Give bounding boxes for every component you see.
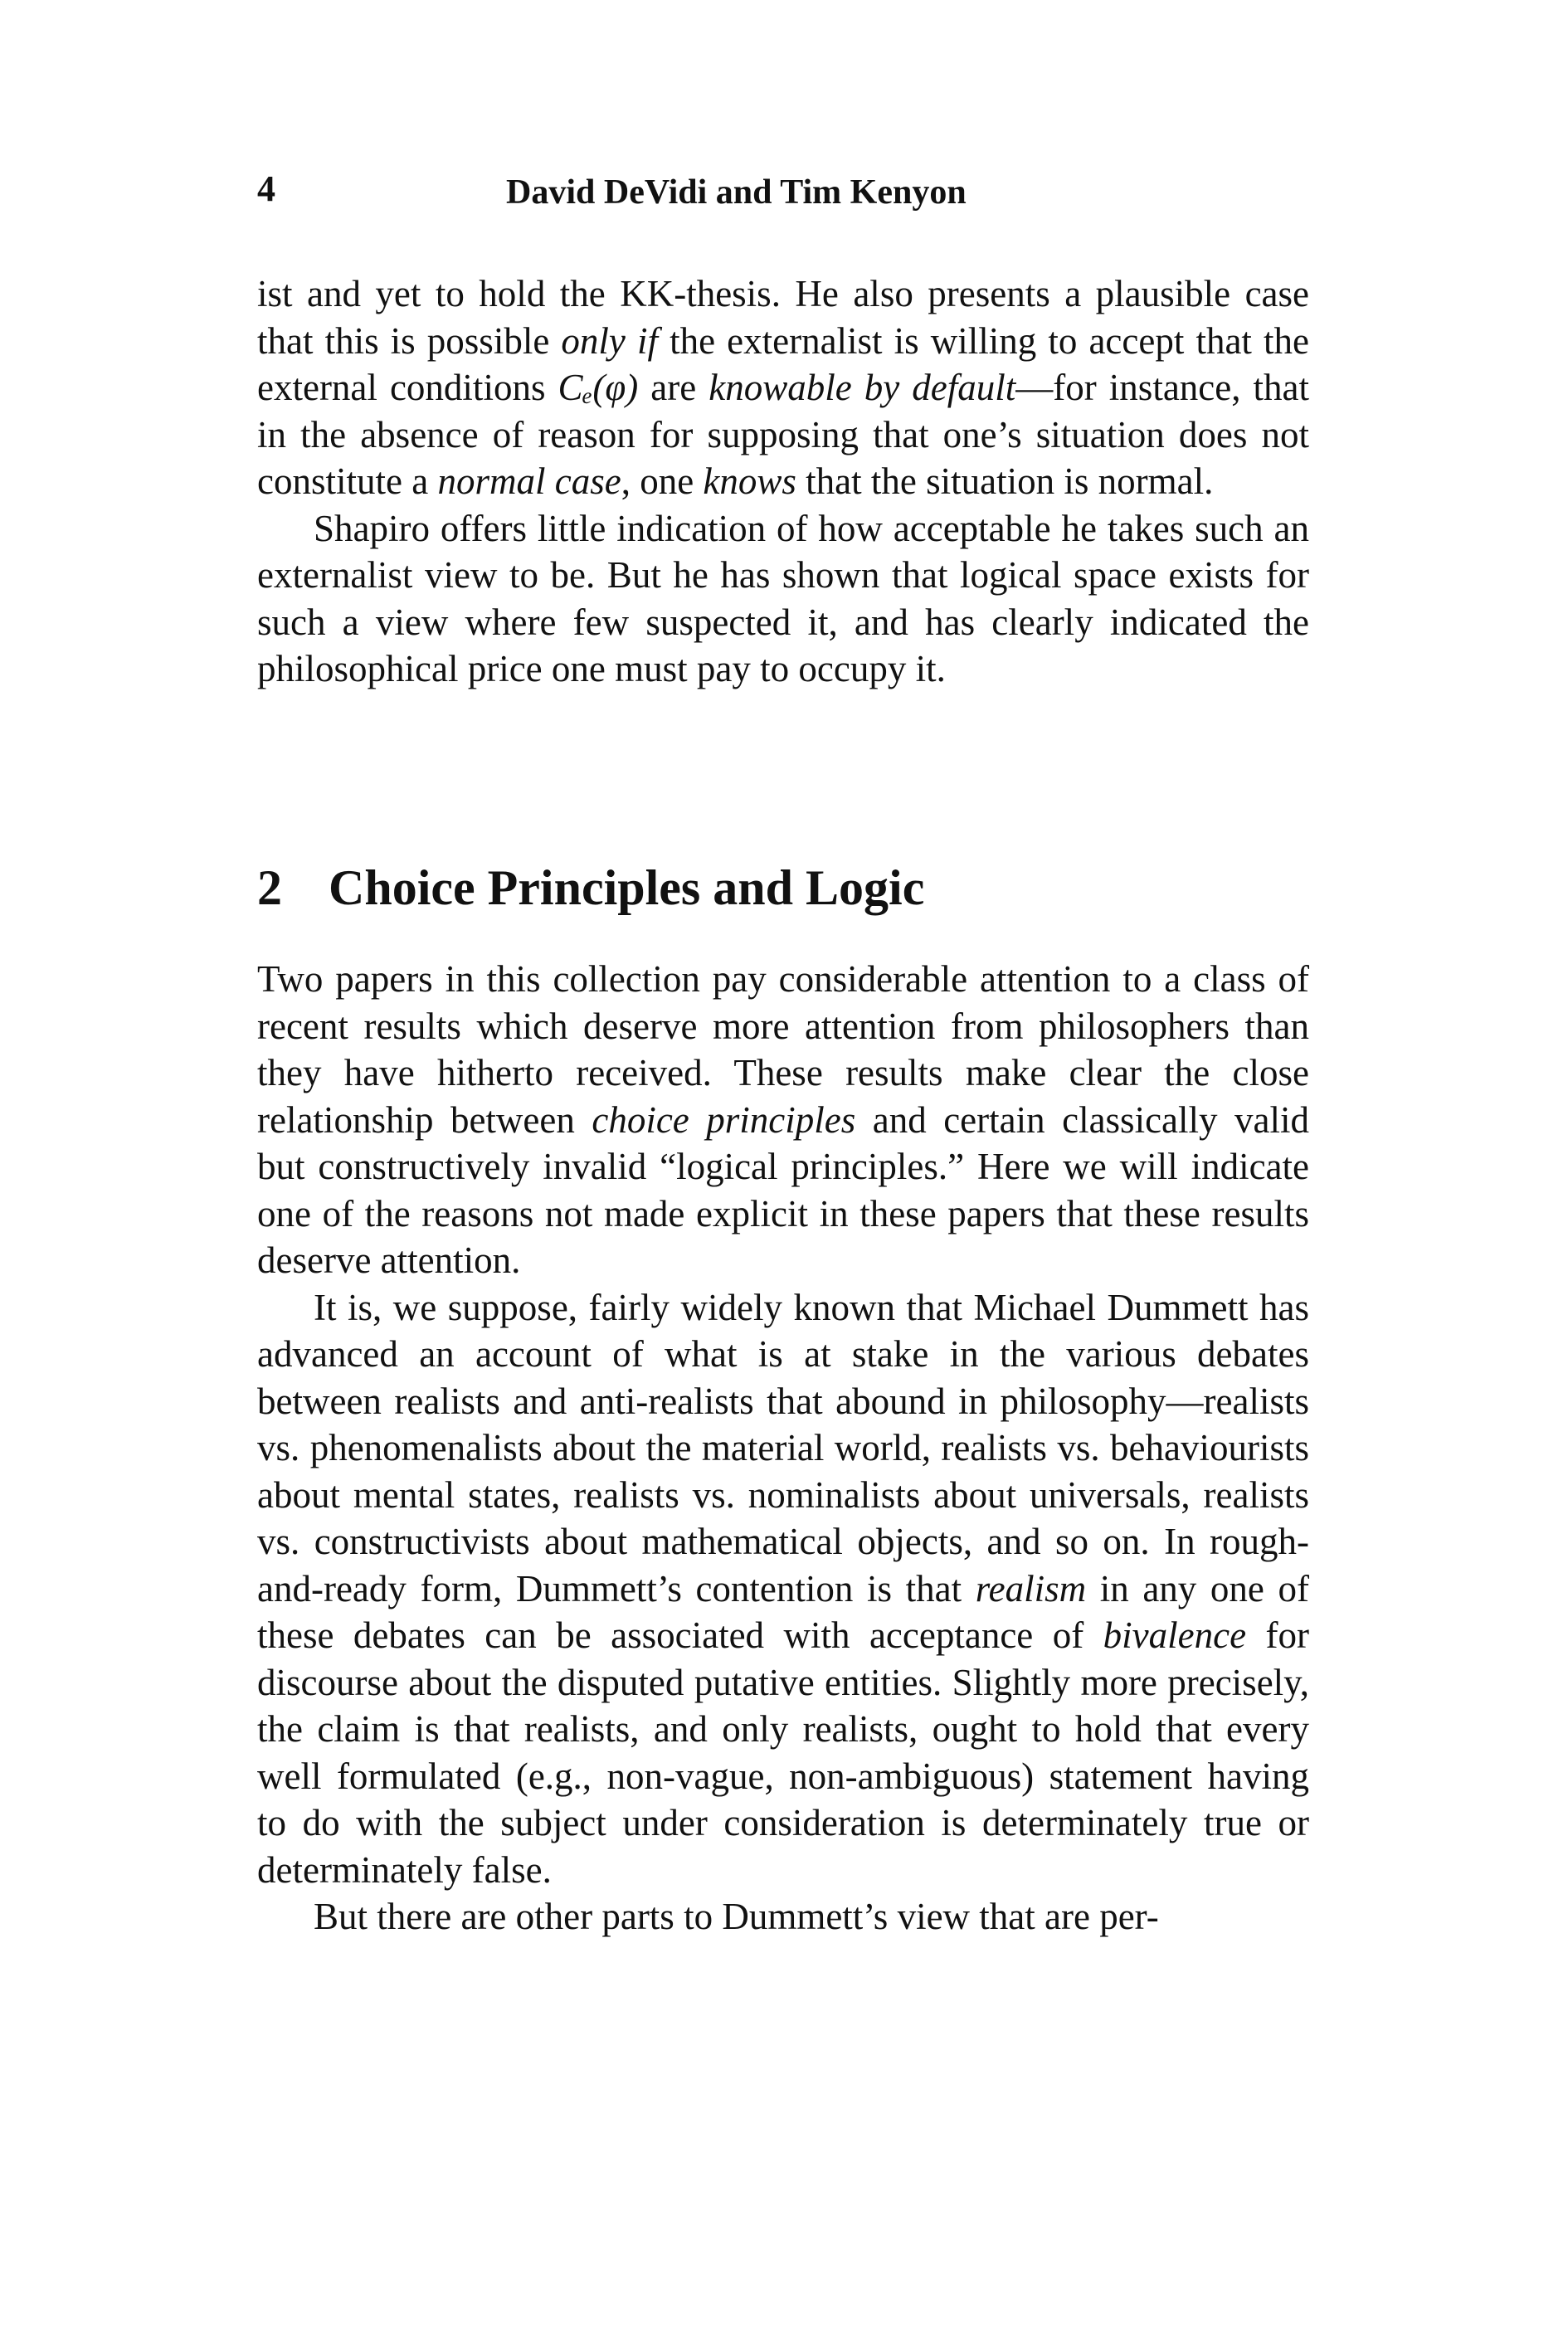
section-1-continuation [257, 270, 1309, 693]
text-span: and certain classically valid but constructively invalid “logical principles.” Here we will indicate one of the reasons not made explicit in these papers that these results deserve attention. [257, 1098, 1309, 1281]
text-span: for discourse about the disputed putative entities. Slightly more precisely, the claim is that realists, and only realists, ought to hold that every well formulated (e.g., non-vague, non-ambiguous) statement having to do with the subject under consideration is determinately true or determinately false. [257, 1614, 1309, 1891]
paragraph-kk-thesis [257, 270, 1309, 505]
emphasis-normal-case: normal case [437, 460, 621, 502]
text-span: in any one of these debates can be associated with acceptance of [257, 1567, 1309, 1656]
emphasis-bivalence: bivalence [1103, 1614, 1247, 1656]
text-span: It is, we suppose, fairly widely known that Michael Dummett has advanced an account of what is at stake in the various debates between realists and anti-realists that abound in philosophy—realists vs. phenomenalists about the material world, realists vs. behaviourists about mental states, realists vs. nominalists about universals, realists vs. constructivists about mathematical objects, and so on. In rough-and-ready form, Dummett’s contention is that [257, 1286, 1309, 1609]
text-span: ist and yet to hold the KK-thesis. He also presents a plausible case that this is possible [257, 273, 1309, 362]
paragraph-other-parts: But there are other parts to Dummett’s view that are per- [314, 1896, 1159, 1937]
paragraph-shapiro: Shapiro offers little indication of how acceptable he takes such an externalist view to be. But he has shown that logical space exists for such a view where few suspected it, and has clearly indicated the philosophical price one must pay to occupy it. [257, 507, 1309, 689]
emphasis-only-if: only if [561, 319, 658, 362]
text-span: that the situation is normal. [796, 460, 1214, 502]
paragraph-two-papers [257, 956, 1309, 1284]
text-span: the externalist is willing to accept that the external conditions [257, 319, 1309, 408]
text-span: , one [621, 460, 704, 502]
page-number: 4 [257, 168, 275, 209]
emphasis-realism: realism [975, 1567, 1087, 1609]
emphasis-knowable-by-default: knowable by default [709, 367, 1016, 408]
section-number: 2 [257, 860, 282, 915]
emphasis-choice-principles: choice principles [592, 1098, 856, 1141]
text-span: are [638, 367, 709, 408]
text-span: —for instance, that in the absence of reason for supposing that one’s situation does not constitute a [257, 367, 1310, 502]
paragraph-dummett [257, 1284, 1309, 1894]
section-heading [257, 855, 924, 921]
running-head: David DeVidi and Tim Kenyon [506, 173, 967, 212]
math-expression: Cₑ(φ) [558, 367, 639, 408]
section-2-body [257, 956, 1309, 1941]
emphasis-knows: knows [703, 460, 796, 502]
text-span: Two papers in this collection pay considerable attention to a class of recent results which deserve more attention from philosophers than they have hitherto received. These results make clear the close relationship between [257, 958, 1309, 1141]
section-title: Choice Principles and Logic [329, 860, 925, 915]
